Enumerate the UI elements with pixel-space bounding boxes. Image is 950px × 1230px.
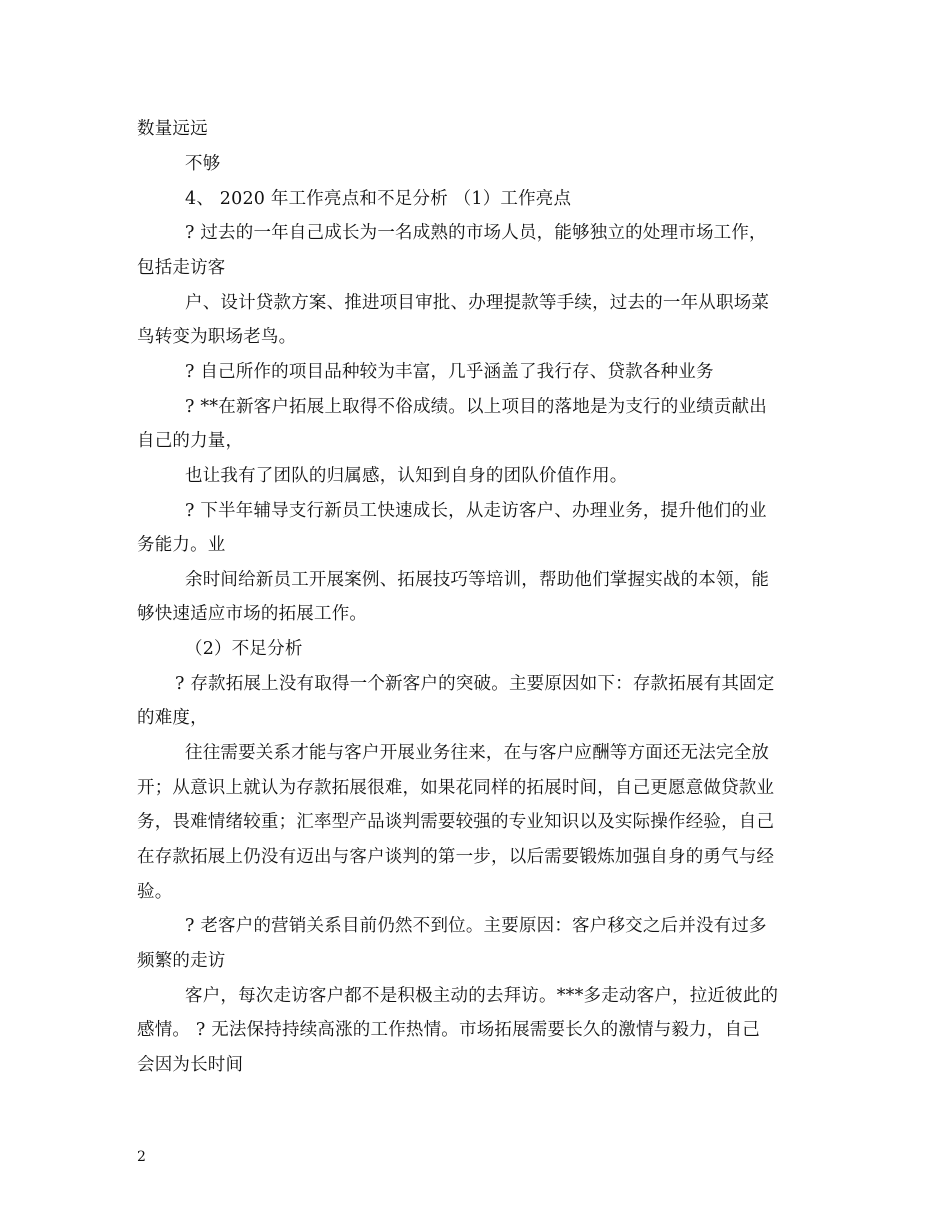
- text-line: 务能力。业: [137, 535, 226, 555]
- text-line: 客户，每次走访客户都不是积极主动的去拜访。***多走动客户，拉近彼此的: [185, 986, 779, 1006]
- text-line: 数量远远: [137, 119, 208, 139]
- text-line: 务，畏难情绪较重；汇率型产品谈判需要较强的专业知识以及实际操作经验，自己: [137, 812, 775, 832]
- text-line: 余时间给新员工开展案例、拓展技巧等培训，帮助他们掌握实战的本领，能: [185, 570, 770, 590]
- text-line: ? 老客户的营销关系目前仍然不到位。主要原因：客户移交之后并没有过多: [185, 916, 767, 936]
- text-line: 感情。 ? 无法保持持续高涨的工作热情。市场拓展需要长久的激情与毅力，自己: [137, 1020, 760, 1040]
- text-line: 户、设计贷款方案、推进项目审批、办理提款等手续，过去的一年从职场菜: [185, 293, 770, 313]
- text-line: 鸟转变为职场老鸟。: [137, 327, 297, 347]
- text-line: 验。: [137, 882, 173, 902]
- text-line: 的难度，: [137, 708, 208, 728]
- text-line: ? 存款拓展上没有取得一个新客户的突破。主要原因如下：存款拓展有其固定: [175, 674, 775, 694]
- text-line: 开；从意识上就认为存款拓展很难，如果花同样的拓展时间，自己更愿意做贷款业: [137, 778, 775, 798]
- text-line: ? **在新客户拓展上取得不俗成绩。以上项目的落地是为支行的业绩贡献出: [185, 397, 767, 417]
- text-line: 包括走访客: [137, 258, 226, 278]
- text-line: ? 过去的一年自己成长为一名成熟的市场人员，能够独立的处理市场工作，: [185, 223, 767, 243]
- text-line: 会因为长时间: [137, 1055, 244, 1075]
- text-line: ? 下半年辅导支行新员工快速成长，从走访客户、办理业务，提升他们的业: [185, 501, 767, 521]
- text-line: 不够: [185, 154, 221, 174]
- text-line: ? 自己所作的项目品种较为丰富，几乎涵盖了我行存、贷款各种业务: [185, 362, 714, 382]
- text-line: 够快速适应市场的拓展工作。: [137, 604, 368, 624]
- section-heading: （2）不足分析: [185, 639, 303, 659]
- text-line: 在存款拓展上仍没有迈出与客户谈判的第一步，以后需要锻炼加强自身的勇气与经: [137, 847, 775, 867]
- page-number: 2: [137, 1149, 146, 1165]
- text-line: 自己的力量，: [137, 431, 244, 451]
- section-heading: 4、 2020 年工作亮点和不足分析 （1）工作亮点: [185, 189, 572, 209]
- text-line: 往往需要关系才能与客户开展业务往来，在与客户应酬等方面还无法完全放: [185, 743, 770, 763]
- text-line: 也让我有了团队的归属感，认知到自身的团队价值作用。: [185, 466, 628, 486]
- text-line: 频繁的走访: [137, 951, 226, 971]
